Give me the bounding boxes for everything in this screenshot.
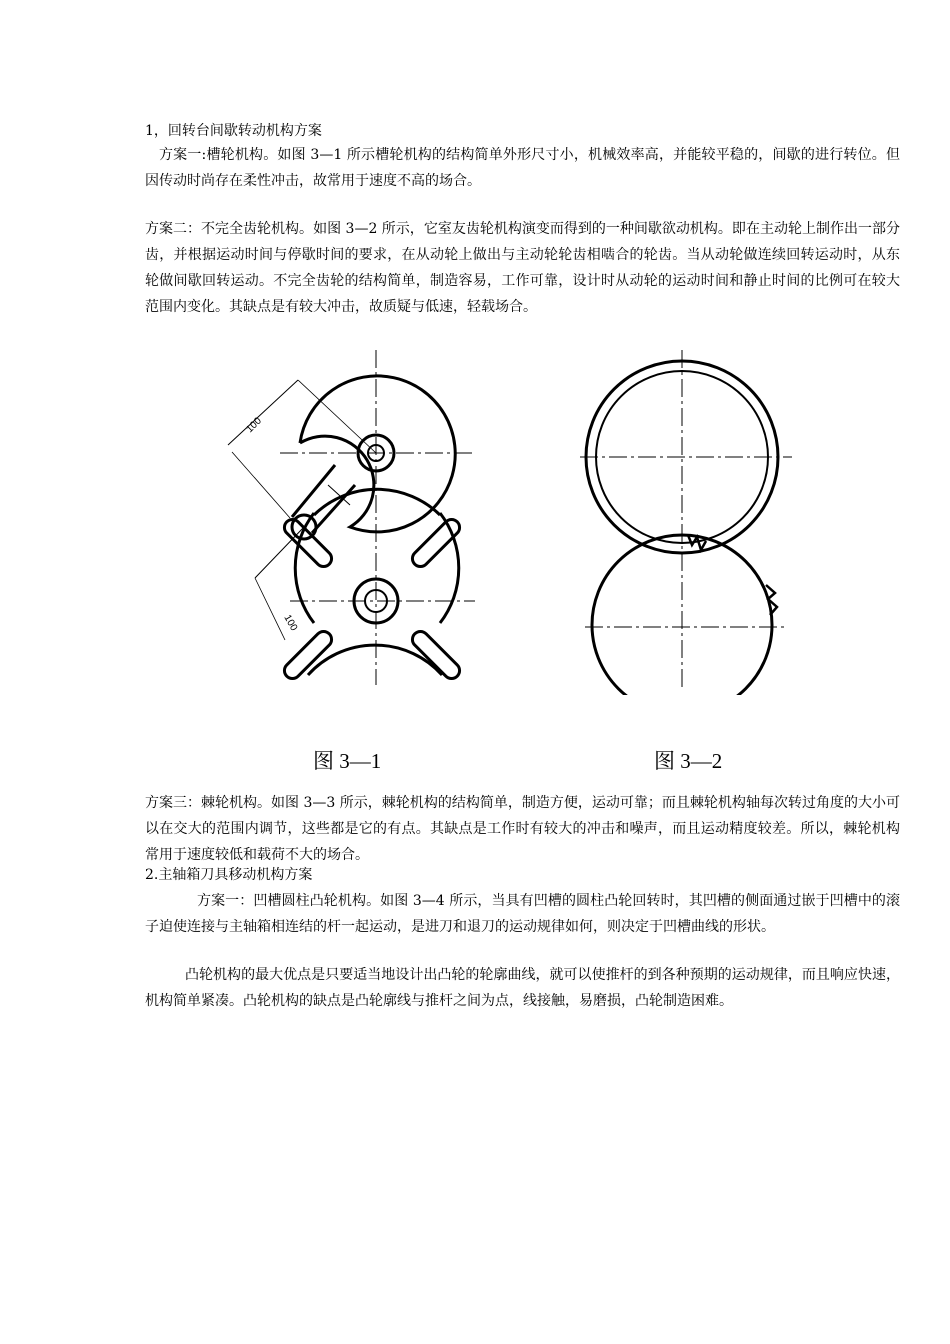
figure-3-2-incomplete-gear-drawing [570, 345, 830, 695]
dimension-label-lower: 100 [281, 613, 300, 633]
section-1-heading: 1，回转台间歇转动机构方案 [145, 123, 322, 139]
dimension-label-upper: 100 [244, 415, 264, 436]
section-1-paragraph-3: 方案三：棘轮机构。如图 3—3 所示，棘轮机构的结构简单，制造方便，运动可靠；而且棘轮机构轴每次转过角度的大小可以在交大的范围内调节，这些都是它的有点。其缺点是工作时有较大的冲击和噪声，而且运动精度较差。所以，棘轮机构常用于速度较低和载荷不大的场合。 [145, 795, 900, 863]
figure-3-2-caption: 图 3—2 [654, 749, 723, 773]
section-2-paragraph-2: 凸轮机构的最大优点是只要适当地设计出凸轮的轮廓曲线，就可以使推杆的到各种预期的运动规律，而且响应快速，机构简单紧凑。凸轮机构的缺点是凸轮廓线与推杆之间为点，线接触，易磨损，凸轮制造困难。 [145, 967, 900, 1009]
figure-area [210, 345, 810, 785]
section-1-paragraph-2: 方案二：不完全齿轮机构。如图 3—2 所示，它室友齿轮机构演变而得到的一种间歇欲动机构。即在主动轮上制作出一部分齿，并根据运动时间与停歇时间的要求，在从动轮上做出与主动轮轮齿相啮合的轮齿。当从动轮做连续回转运动时，从东轮做间歇回转运动。不完全齿轮的结构简单，制造容易，工作可靠，设计时从动轮的运动时间和静止时间的比例可在较大范围内变化。其缺点是有较大冲击，故质疑与低速，轻载场合。 [145, 221, 900, 315]
section-1-paragraph-1: 方案一:槽轮机构。如图 3—1 所示槽轮机构的结构简单外形尺寸小，机械效率高，并能较平稳的，间歇的进行转位。但因传动时尚存在柔性冲击，故常用于速度不高的场合。 [145, 147, 900, 189]
section-2-paragraph-1: 方案一：凹槽圆柱凸轮机构。如图 3—4 所示，当具有凹槽的圆柱凸轮回转时，其凹槽的侧面通过嵌于凹槽中的滚子迫使连接与主轴箱相连结的杆一起运动，是进刀和退刀的运动规律如何，则决定于凹槽曲线的形状。 [145, 893, 900, 935]
figure-3-1-geneva-drawing [210, 345, 510, 695]
section-2-heading: 2.主轴箱刀具移动机构方案 [145, 867, 313, 883]
figure-3-1-caption: 图 3—1 [313, 749, 382, 773]
